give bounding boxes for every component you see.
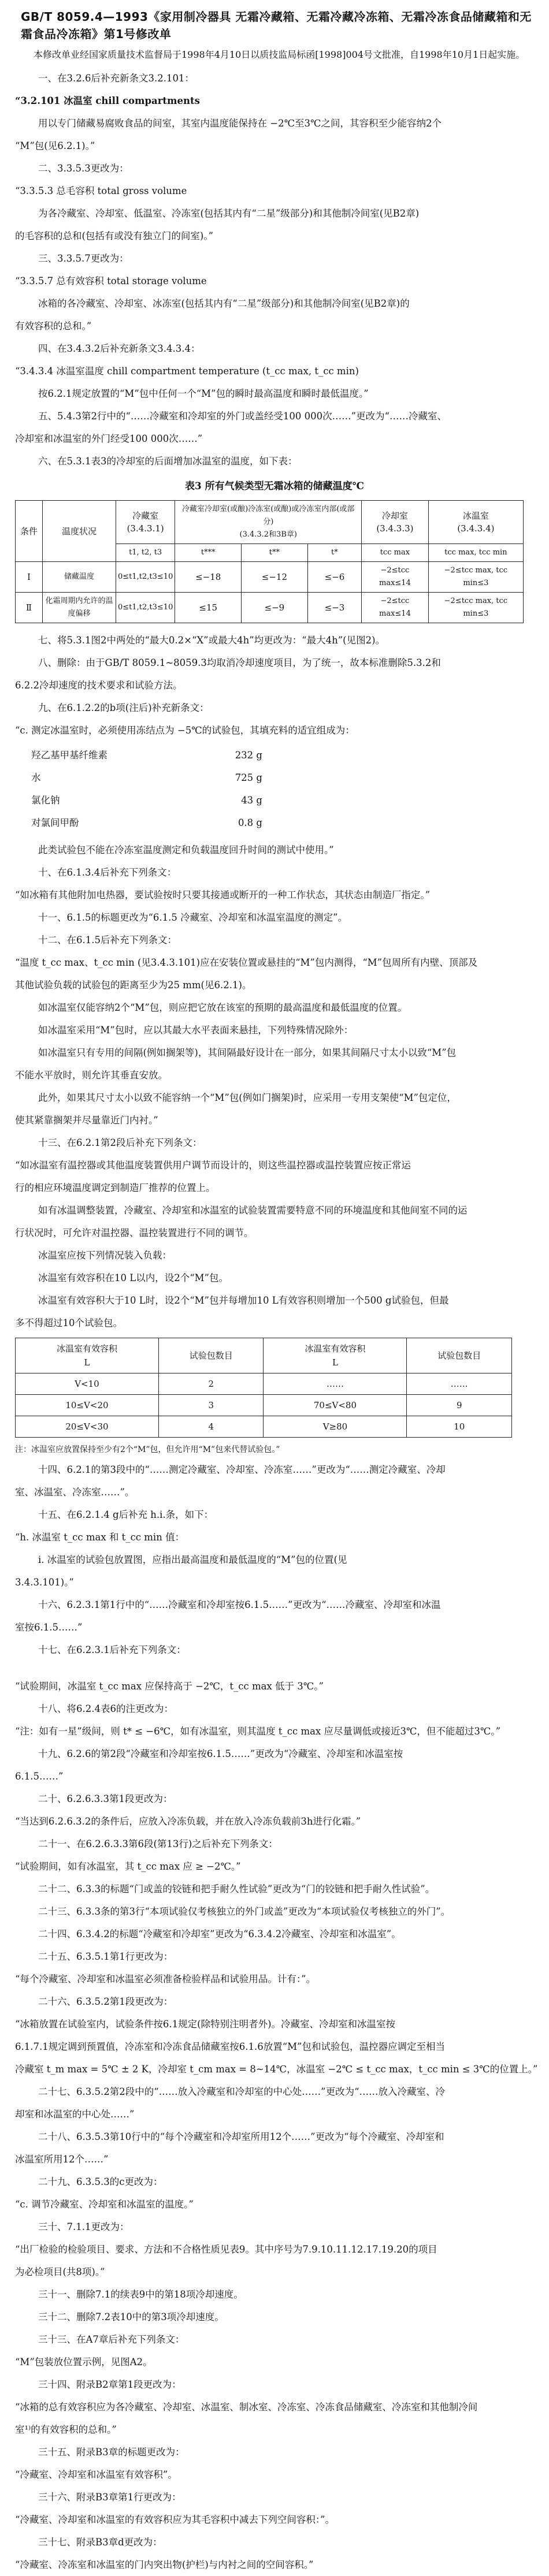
test-table-cell-v2: V≥80	[264, 1416, 407, 1438]
text-line: “c. 调节冷藏室、冷却室和冰温室的温度。”	[15, 2199, 194, 2210]
table3-cell-fresh: 0≤t1,t2,t3≤10	[116, 593, 175, 623]
text-line: 六、在5.3.1表3的冷却室的后面增加冰温室的温度，如下表：	[38, 456, 298, 467]
table3-cell-cond: Ⅰ	[16, 562, 43, 593]
text-line: 三、3.3.5.7更改为：	[38, 253, 129, 264]
text-line: 二十三、6.3.3条的第3行“本项试验仅考核独立的外门或盖”更改为“本项试验仅考核独立的外门”。	[38, 1906, 451, 1917]
text-line: 三十三、在A7章后补充下列条文：	[38, 2334, 185, 2345]
table3-header-state: 温度状况	[43, 501, 116, 562]
document-title: GB/T 8059.4—1993《家用制冷器具 无霜冷藏箱、无霜冷藏冷冻箱、无霜冷冻食品储藏箱和无霜食品冷冻箱》第1号修改单	[21, 10, 532, 41]
table3-header-condition: 条件	[16, 501, 43, 562]
composition-row	[31, 811, 262, 834]
table3-cell-ice: −2≤tcc max, tcc min≤3	[428, 562, 523, 593]
table3-cell-chill: −2≤tcc max≤14	[362, 562, 429, 593]
test-table-cell-v1: V<10	[16, 1373, 159, 1395]
text-line: 冰温室应按下列情况装入负载：	[38, 1250, 172, 1261]
table3-cell-cond: Ⅱ	[16, 593, 43, 623]
text-line: 有效容积的总和。”	[15, 321, 92, 332]
text-line: “出厂检验的检验项目、要求、方法和不合格性质见表9。其中序号为7.9.10.11.12.17.19.20的项目	[15, 2244, 437, 2255]
table3-cell-state: 化霜周期内允许的温度偏移	[43, 593, 116, 623]
test-table-cell-n2: ……	[407, 1373, 512, 1395]
table3-cell-c: ≤−6	[307, 562, 361, 593]
test-table-cell-v1: 20≤V<30	[16, 1416, 159, 1438]
intro-paragraph: 本修改单业经国家质量技术监督局于1998年4月10日以质技监局标函[1998]004号文批准，自1998年10月1日起实施。	[34, 49, 525, 60]
text-line: “当达到6.2.6.3.2的条件后，应放入冷冻负载，并在放入冷冻负载前3h进行化霜。”	[15, 1816, 361, 1827]
test-table-cell-n1: 4	[158, 1416, 264, 1438]
text-line: “c. 测定冰温室时，必须使用冻结点为 −5℃的试验包，其填充料的适宜组成为：	[15, 725, 355, 736]
text-line: 不能水平放时，则允许其垂直安放。	[15, 1070, 168, 1081]
table3-cell-a: ≤15	[175, 593, 242, 623]
text-line: 十九、6.2.6的第2段“冷藏室和冷却室按6.1.5……”更改为“冷藏室、冷却室和冰温室按	[38, 1748, 403, 1759]
text-line: “3.4.3.4 冰温室温度 chill compartment temperature (t_cc max, t_cc min)	[15, 366, 359, 377]
text-line: 十五、在6.2.1.4 g后补充 h.i.条，如下：	[38, 1509, 214, 1520]
text-line: 如冰温室只有专用的间隔(例如搁架等)，其间隔最好设计在一部分，如果其间隔尺寸太小以致“M”包	[38, 1047, 457, 1058]
text-line: 十二、在6.1.5后补充下列条文：	[38, 935, 177, 945]
text-line: 室、冰温室、冷冻室……”。	[15, 1487, 135, 1498]
text-line: 冰温室有效容积大于10 L时，设2个“M”包并每增加10 L有效容积则增加一个500 g试验包，但最	[38, 1295, 449, 1306]
text-line: 如有冰温调整装置，冷藏室、冷却室和冰温室的试验装置需要特意不同的环境温度和其他间室不同的运	[38, 1205, 468, 1216]
test-table-row	[16, 1373, 512, 1395]
composition-ingredient: 氯化钠	[31, 795, 60, 806]
composition-row	[31, 789, 262, 811]
text-line: “3.3.5.3 总毛容积 total gross volume	[15, 185, 187, 196]
text-line: 十七、在6.2.3.1后补充下列条文：	[38, 1644, 186, 1655]
text-line: 此类试验包不能在冷冻室温度测定和负载温度回升时间的测试中使用。”	[38, 844, 334, 855]
test-table-row	[16, 1416, 512, 1438]
test-table-header-volume-b: 冰温室有效容积 L	[264, 1338, 407, 1373]
text-line: 行的相应环境温度调定到制造厂推荐的位置上。	[15, 1182, 216, 1193]
text-line: 三十五、附录B3章的标题更改为：	[38, 2447, 185, 2458]
text-line: “冰箱的总有效容积应为各冷藏室、冷却室、冰温室、制冰室、冷冻室、冷冻食品储藏室、冷冻室和其他制冷间	[15, 2402, 478, 2413]
table3-cell-c: ≤−3	[307, 593, 361, 623]
composition-ingredient: 羟乙基甲基纤维素	[31, 750, 107, 761]
table3-sub-ice: tcc max, tcc min	[428, 544, 523, 562]
amendment-items-part-3	[15, 839, 534, 1334]
text-line: “每个冷藏室、冷却室和冰温室必须准备检验样品和试验用品。计有：”。	[15, 1974, 316, 1985]
table3-cell-b: ≤−9	[242, 593, 308, 623]
text-line: “3.2.101 冰温室 chill compartments	[15, 95, 200, 106]
amendment-items-part-2	[15, 629, 534, 742]
table3-sub-chill: tcc max	[362, 544, 429, 562]
text-line: 室按6.1.5……”	[15, 1622, 83, 1633]
table3-sub-one-star: t*	[307, 544, 361, 562]
text-line: “注：如有一星”级间，则 t* ≤ −6℃，如有冰温室，则其温度 t_cc max 应尽量调低或接近3℃，但不能超过3℃。”	[15, 1726, 501, 1737]
text-line: 二十一、在6.2.6.3.3第6段(第13行)之后补充下列条文：	[38, 1838, 278, 1849]
table3-header-ice: 冰温室 (3.4.3.4)	[428, 501, 523, 544]
test-table-cell-n2: 9	[407, 1395, 512, 1416]
composition-row	[31, 766, 262, 789]
table3-cell-a: ≤−18	[175, 562, 242, 593]
text-line: “试验期间，如有冰温室，其 t_cc max 应 ≥ −2℃。”	[15, 1861, 241, 1872]
text-line: 6.2.2冷却速度的技术要求和试验方法。	[15, 680, 183, 691]
text-line: “如冰箱有其他附加电热器，要试验按时只要其接通或断开的一种工作状态，其状态由制造厂指定。”	[15, 889, 431, 900]
composition-amount: 725 g	[235, 772, 262, 783]
text-line: 为各冷藏室、冷却室、低温室、冷冻室(包括其内有“二星”级部分)和其他制冷间室(见B2章)	[38, 208, 420, 219]
text-line: 按6.2.1规定放置的“M”包中任何一个“M”包的瞬时最高温度和瞬时最低温度。”	[38, 388, 369, 399]
text-line: “M”包装放位置示例，见图A2。	[15, 2357, 153, 2367]
test-table-header-count-a: 试验包数目	[158, 1338, 264, 1373]
text-line: 冷藏室 t_m max = 5℃ ± 2 K，冷却室 t_cm max = 8~14℃，冰温室 −2℃ ≤ t_cc max，t_cc min ≤ 3℃的位置上。”	[15, 2064, 538, 2075]
text-line: 二十六、6.3.5.2第1段更改为：	[38, 1996, 173, 2007]
text-line: 如冰温室采用“M”包时，应以其最大水平表面来悬挂，下列特殊情况除外：	[38, 1025, 354, 1036]
table3-cell-chill: −2≤tcc max≤14	[362, 593, 429, 623]
table3-cell-fresh: 0≤t1,t2,t3≤10	[116, 562, 175, 593]
text-line: “冷藏室、冷却室和冰温室的有效容积应为其毛容积中减去下列空间容积：”。	[15, 2514, 335, 2525]
text-line: 冷却室和冰温室的外门经受100 000次……”	[15, 433, 203, 444]
text-line: 二十四、6.3.4.2的标题“冷藏室和冷却室”更改为“6.3.4.2冷藏室、冷却室和冰温室”。	[38, 1929, 401, 1940]
table3-sub-two-star: t**	[242, 544, 308, 562]
text-line: 三十二、删除7.2表10中的第3项冷却速度。	[38, 2311, 224, 2322]
test-table-cell-v1: 10≤V<20	[16, 1395, 159, 1416]
amendment-items-part-5	[15, 1675, 538, 2576]
text-line: “冷藏室、冷却室和冰温室有效容积”。	[15, 2469, 177, 2480]
amendment-items-part-1	[15, 67, 534, 472]
text-line: 三十四、附录B2章第1段更改为：	[38, 2379, 181, 2390]
table3-header-cellar: 冷藏室冷却室(或酿)冷冻室(或酿)或冷冻室内部(或部分) (3.4.3.2和3B章)	[175, 501, 362, 544]
text-line: 三十七、附录B3章d更改为：	[38, 2537, 162, 2548]
text-line: 十三、在6.2.1第2段后补充下列条文：	[38, 1137, 202, 1148]
test-package-count-table	[15, 1338, 512, 1438]
text-line: 此外，如果其尺寸太小以致不能容纳一个“M”包(例如门搁架)时，应采用一专用支架使“M”包定位，	[38, 1092, 457, 1103]
text-line: 十、在6.1.3.4后补充下列条文：	[38, 867, 177, 878]
text-line: 冰温室所用12个……”	[15, 2154, 109, 2165]
composition-amount: 43 g	[241, 795, 262, 806]
text-line: “3.3.5.7 总有效容积 total storage volume	[15, 276, 207, 286]
composition-ingredient: 对氯间甲酚	[31, 817, 79, 828]
text-line: 二、3.3.5.3更改为：	[38, 163, 129, 174]
table3-cell-b: ≤−12	[242, 562, 308, 593]
table3-row	[16, 562, 524, 593]
composition-amount: 232 g	[235, 750, 262, 761]
test-table-cell-n1: 2	[158, 1373, 264, 1395]
text-line: 十八、将6.2.4表6的注更改为：	[38, 1703, 173, 1714]
text-line: 七、将5.3.1图2中两处的“最大0.2×“X”或最大4h”均更改为：“最大4h”(见图2)。	[38, 635, 385, 646]
test-table-header-count-b: 试验包数目	[407, 1338, 512, 1373]
composition-row	[31, 744, 262, 766]
text-line: 6.1.5……”	[15, 1771, 64, 1782]
test-table-cell-v2: 70≤V<80	[264, 1395, 407, 1416]
text-line: 多不得超过10个试验包。	[15, 1317, 123, 1328]
text-line: 十六、6.2.3.1第1行中的“……冷藏室和冷却室按6.1.5……”更改为“……冷藏室、冷却室和冰温	[38, 1599, 441, 1610]
table3-header-fresh: 冷藏室 (3.4.3.1)	[116, 501, 175, 544]
text-line: 室¹⁾的有效容积的总和。”	[15, 2424, 117, 2435]
table3-storage-temperatures	[15, 500, 524, 623]
text-line: “M”包(见6.2.1)。”	[15, 140, 95, 151]
text-line: 十四、6.2.1的第3段中的“……测定冷藏室、冷却室、冷冻室……”更改为“……测定冷藏室、冷却	[38, 1464, 446, 1475]
test-table-row	[16, 1395, 512, 1416]
text-line: “试验期间，冰温室 t_cc max 应保持高于 −2℃，t_cc max 低于 3℃。”	[15, 1681, 324, 1692]
text-line: 的毛容积的总和(包括有或没有独立门的间室)。”	[15, 230, 214, 241]
text-line: 二十九、6.3.5.3的c更改为：	[38, 2176, 163, 2187]
text-line: 十一、6.1.5的标题更改为“6.1.5 冷藏室、冷却室和冰温室温度的测定”。	[38, 912, 348, 923]
test-table-header-volume-a: 冰温室有效容积 L	[16, 1338, 159, 1373]
table3-header-chill: 冷却室 (3.4.3.3)	[362, 501, 429, 544]
text-line: 二十二、6.3.3的标题“门或盖的铰链和把手耐久性试验”更改为“门的铰链和把手耐久性试验”。	[38, 1883, 435, 1894]
text-line: 却室和冰温室的中心处……”	[15, 2109, 135, 2120]
text-line: 为必检项目(共8项)。”	[15, 2266, 105, 2277]
test-table-note: 注：冰温室应放置保持至少有2个“M”包，但允许用“M”包来代替试验包。”	[15, 1445, 280, 1454]
table3-cell-ice: −2≤tcc max, tcc min≤3	[428, 593, 523, 623]
text-line: 三十、7.1.1更改为：	[38, 2221, 129, 2232]
table3-sub-fresh: t1, t2, t3	[116, 544, 175, 562]
text-line: 三十六、附录B3章第1行更改为：	[38, 2492, 181, 2503]
text-line: 九、在6.1.2.2的b项(注后)补充新条文：	[38, 702, 209, 713]
text-line: 一、在3.2.6后补充新条文3.2.101：	[38, 73, 194, 84]
text-line: i. 冰温室的试验包放置图，应指出最高温度和最低温度的“M”包的位置(见	[38, 1554, 347, 1565]
composition-ingredient: 水	[31, 772, 41, 783]
filler-composition-table	[31, 744, 262, 834]
text-line: 如冰温室仅能容纳2个“M”包，则应把它放在该室的预期的最高温度和最低温度的位置。	[38, 1002, 407, 1013]
table3-cell-state: 储藏温度	[43, 562, 116, 593]
text-line: 3.4.3.101)。”	[15, 1577, 74, 1588]
text-line: 使其紧靠搁架并尽量靠近门内衬。”	[15, 1115, 158, 1126]
text-line: 其他试验负载的试验包的距离至少为25 mm(见6.2.1)。	[15, 980, 252, 991]
text-line: “温度 t_cc max、t_cc min (见3.4.3.101)应在安装位置或悬挂的“M”包内测得，“M”包周所有内壁、顶部及	[15, 957, 478, 968]
text-line: “冰箱放置在试验室内，试验条件按6.1规定(除特别注明者外)。冷藏室、冷却室和冰温室按	[15, 2019, 396, 2030]
test-table-cell-n2: 10	[407, 1416, 512, 1438]
table3-row	[16, 593, 524, 623]
composition-amount: 0.8 g	[238, 817, 262, 828]
test-table-cell-n1: 3	[158, 1395, 264, 1416]
text-line: 八、删除：由于GB/T 8059.1~8059.3均取消冷却速度项目，为了统一，故本标准删除5.3.2和	[38, 657, 441, 668]
text-line: “h. 冰温室 t_cc max 和 t_cc min 值：	[15, 1532, 185, 1543]
text-line: 四、在3.4.3.2后补充新条文3.4.3.4：	[38, 343, 201, 354]
text-line: 用以专门储藏易腐败食品的间室，其室内温度能保持在 −2℃至3℃之间，其容积至少能容纳2个	[38, 118, 442, 129]
text-line: 行状况时，可允许对温控器、温控装置进行不同的调节。	[15, 1227, 254, 1238]
text-line: 二十五、6.3.5.1第1行更改为：	[38, 1951, 173, 1962]
text-line: 二十七、6.3.5.2第2段中的“……放入冷藏室和冷却室的中心处……”更改为“……放入冷藏室、冷	[38, 2086, 446, 2097]
text-line: “如冰温室有温控器或其他温度装置供用户调节而设计的，则这些温控器或温控装置应按正常运	[15, 1160, 411, 1171]
text-line: 冰温室有效容积在10 L以内，设2个“M”包。	[38, 1272, 228, 1283]
text-line: “冷藏室、冷冻室和冰温室的门内突出物(护栏)与内衬之间的空间容积。”	[15, 2559, 314, 2570]
table3-caption: 表3 所有气候类型无霜冰箱的储藏温度℃	[184, 481, 365, 492]
test-table-cell-v2: ……	[264, 1373, 407, 1395]
text-line: 三十一、删除7.1的续表9中的第18项冷却速度。	[38, 2289, 243, 2300]
text-line: 二十八、6.3.5.3第10行中的“每个冷藏室和冷却室所用12个……”更改为“每个冷藏室、冷却室和	[38, 2131, 444, 2142]
text-line: 五、5.4.3第2行中的“……冷藏室和冷却室的外门或盖经受100 000次……”更改为“……冷藏室、	[38, 411, 447, 422]
table3-sub-three-star: t***	[175, 544, 242, 562]
amendment-items-part-4	[15, 1458, 534, 1661]
text-line: 冰箱的各冷藏室、冷却室、冰冻室(包括其内有“二星”级部分)和其他制冷间室(见B2章)的	[38, 298, 410, 309]
text-line: 二十、6.2.6.3.3第1段更改为：	[38, 1793, 173, 1804]
text-line: 6.1.7.1规定调到预置值，冷冻室和冷冻食品储藏室按6.1.6放置“M”包和试验包，温控器应调定至相当	[15, 2041, 445, 2052]
